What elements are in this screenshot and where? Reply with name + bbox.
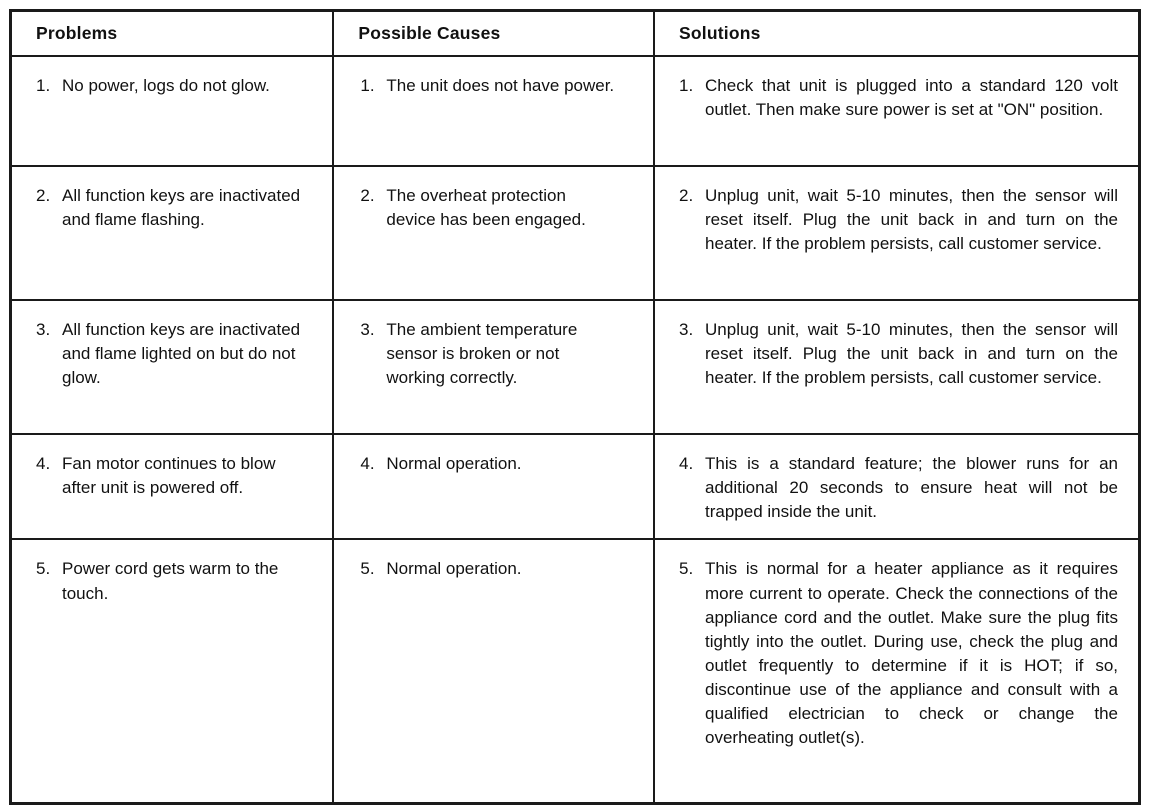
cause-cell: [333, 56, 654, 166]
problem-text: All function keys are inactivated and flame flashing.: [62, 186, 301, 230]
solution-text: Unplug unit, wait 5-10 minutes, then the sensor will reset itself. Plug the unit back in and turn on the heater. If the problem persists, call customer service.: [705, 186, 1118, 254]
item-number: 5.: [36, 559, 51, 579]
item-number: 4.: [679, 454, 694, 473]
solution-text: Unplug unit, wait 5-10 minutes, then the sensor will reset itself. Plug the unit back in and turn on the heater. If the problem persists, call customer service.: [705, 320, 1118, 388]
table-row: [11, 56, 1140, 166]
problem-text: Power cord gets warm to the touch.: [62, 559, 279, 603]
cause-text: Normal operation.: [386, 454, 522, 473]
table-row: [11, 166, 1140, 300]
item-number: 5.: [360, 559, 375, 579]
problem-cell: [11, 539, 334, 803]
item-number: 2.: [36, 186, 51, 205]
item-number: 2.: [679, 186, 694, 205]
table-row: [11, 300, 1140, 434]
problem-cell: [11, 166, 334, 300]
cause-cell: [333, 434, 654, 539]
troubleshooting-table: [9, 9, 1141, 805]
header-possible-causes: Possible Causes: [333, 11, 654, 57]
table-row: [11, 434, 1140, 539]
problem-cell: [11, 434, 334, 539]
problem-cell: [11, 300, 334, 434]
solution-text: Check that unit is plugged into a standard 120 volt outlet. Then make sure power is set at "ON" position.: [705, 76, 1118, 120]
problem-cell: [11, 56, 334, 166]
solution-cell: [654, 166, 1139, 300]
item-number: 3.: [36, 320, 51, 339]
problem-text: Fan motor continues to blow after unit is powered off.: [62, 454, 276, 498]
cause-text: The ambient temperature sensor is broken or not working correctly.: [386, 320, 578, 388]
item-number: 4.: [36, 454, 51, 473]
header-solutions: Solutions: [654, 11, 1139, 57]
solution-cell: [654, 56, 1139, 166]
item-number: 1.: [679, 76, 694, 95]
header-problems: Problems: [11, 11, 334, 57]
item-number: 5.: [679, 559, 694, 579]
solution-text: This is normal for a heater appliance as it requires more current to operate. Check the connections of the appliance cord and the outlet. Make sure the plug fits tightly into the outlet. During use, check the plug and outlet frequently to determine if it is HOT; if so, discontinue use of the appliance and consult with a qualified electrician to check or change the overheating outlet(s).: [705, 559, 1118, 748]
item-number: 4.: [360, 454, 375, 473]
item-number: 1.: [360, 76, 375, 95]
header-row: [11, 11, 1140, 57]
cause-cell: [333, 539, 654, 803]
cause-text: The overheat protection device has been engaged.: [386, 186, 586, 230]
item-number: 3.: [360, 320, 375, 339]
cause-cell: [333, 300, 654, 434]
solution-text: This is a standard feature; the blower runs for an additional 20 seconds to ensure heat will not be trapped inside the unit.: [705, 454, 1118, 522]
solution-cell: [654, 300, 1139, 434]
cause-text: The unit does not have power.: [386, 76, 615, 95]
solution-cell: [654, 539, 1139, 803]
problem-text: No power, logs do not glow.: [62, 76, 270, 95]
item-number: 3.: [679, 320, 694, 339]
cause-text: Normal operation.: [386, 559, 522, 579]
table-row: [11, 539, 1140, 803]
cause-cell: [333, 166, 654, 300]
item-number: 2.: [360, 186, 375, 205]
problem-text: All function keys are inactivated and flame lighted on but do not glow.: [62, 320, 301, 388]
item-number: 1.: [36, 76, 51, 95]
solution-cell: [654, 434, 1139, 539]
